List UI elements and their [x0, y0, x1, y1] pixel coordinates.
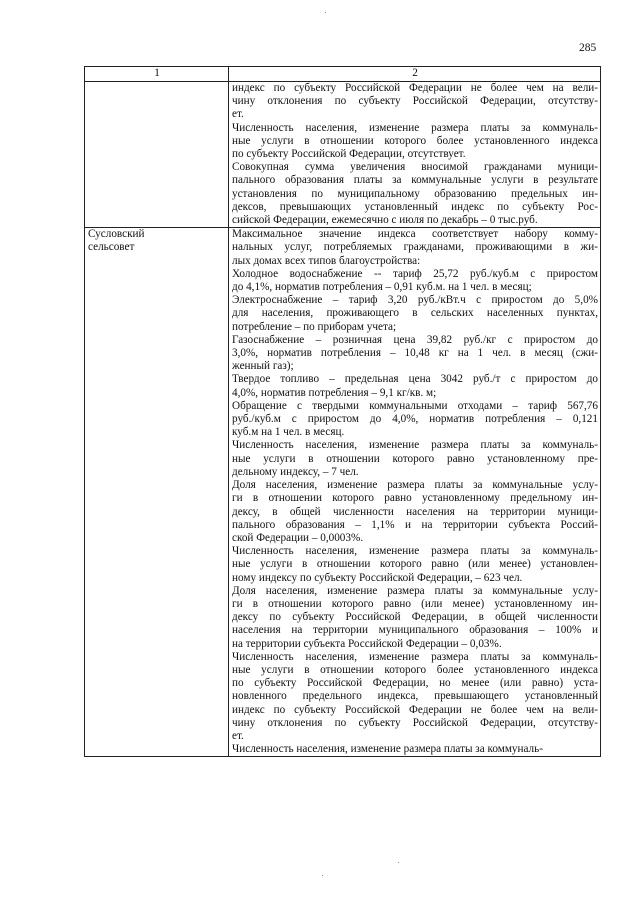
text-line: для населения, проживающего в сельских населенных пунктах, — [232, 307, 598, 320]
text-line: Численность населения, изменение размера платы за коммуналь- — [232, 545, 598, 558]
text-line: 4,0%, норматив потребления – 9,1 кг/кв. м; — [232, 386, 437, 399]
municipality-cell — [85, 82, 229, 228]
text-line: дексу по субъекту Российской Федерации, в общей численности — [232, 611, 598, 624]
paragraph — [232, 82, 598, 122]
municipality-cell — [85, 228, 229, 757]
paragraph — [232, 161, 598, 227]
paragraph — [232, 122, 598, 162]
text-line: Численность населения, изменение размера платы за коммуналь- — [232, 439, 598, 452]
text-line: Холодное водоснабжение -- тариф 25,72 руб./куб.м с приростом — [232, 267, 598, 280]
paragraph — [232, 294, 598, 334]
document-table — [84, 66, 601, 757]
text-line: Максимальное значение индекса соответствует набору комму- — [232, 228, 598, 241]
text-line: пального образования – 1,1% и на территории субъекта Россий- — [232, 518, 598, 531]
text-line: дельному индексу, – 7 чел. — [232, 465, 359, 478]
text-line: Численность населения, изменение размера платы за коммуналь- — [232, 121, 598, 134]
text-line: ет. — [232, 108, 244, 121]
description-cell — [229, 228, 601, 757]
paragraph — [232, 268, 598, 294]
text-line: пального образования платы за коммунальные услуги в результате — [232, 174, 598, 187]
paragraph — [232, 228, 598, 268]
paragraph — [232, 479, 598, 545]
scan-speck — [398, 862, 399, 863]
paragraph — [232, 585, 598, 651]
text-line: ному индексу по субъекту Российской Федерации, – 623 чел. — [232, 571, 523, 584]
column-header-1: 1 — [85, 67, 229, 82]
text-line: ги в отношении которого равно (или менее) установленному ин- — [232, 597, 598, 610]
text-line: по субъекту Российской Федерации, отсутствует. — [232, 148, 466, 161]
text-line: руб./куб.м с приростом до 4,0%, норматив потребления – 0,121 — [232, 413, 598, 426]
text-line: чину отклонения по субъекту Российской Федерации, отсутству- — [232, 716, 598, 729]
municipality-name-line: сельсовет — [88, 241, 135, 254]
table-row — [85, 228, 601, 757]
paragraph — [232, 400, 598, 440]
text-line: ги в отношении которого равно установленному предельному ин- — [232, 492, 598, 505]
text-line: куб.м на 1 чел. в месяц. — [232, 426, 345, 439]
text-line: до 4,1%, норматив потребления – 0,91 куб.м. на 1 чел. в месяц; — [232, 281, 532, 294]
scan-speck — [325, 12, 326, 13]
description-cell — [229, 82, 601, 228]
text-line: сийской Федерации, ежемесячно с июля по декабрь – 0 тыс.руб. — [232, 214, 538, 227]
paragraph — [232, 651, 598, 743]
column-header-2: 2 — [229, 67, 601, 82]
text-line: женный газ); — [232, 360, 294, 373]
text-line: Доля населения, изменение размера платы за коммунальные услу- — [232, 479, 598, 492]
paragraph — [232, 334, 598, 374]
text-line: потребление – по приборам учета; — [232, 320, 397, 333]
text-line: дексу, в общей численности населения на территории муници- — [232, 505, 598, 518]
text-line: ской Федерации – 0,0003%. — [232, 531, 364, 544]
text-line: ные услуги в отношении которого равно (или менее) установлен- — [232, 558, 598, 571]
text-line: установления по муниципальному образованию предельных ин- — [232, 187, 598, 200]
text-line: индекс по субъекту Российской Федерации не более чем на вели- — [232, 703, 598, 716]
text-line: нальных услуг, потребляемых гражданами, проживающими в жи- — [232, 241, 598, 254]
text-line: 3,0%, норматив потребления – 10,48 кг на 1 чел. в месяц (сжи- — [232, 347, 598, 360]
text-line: ные услуги в отношении которого равно установленному пре- — [232, 452, 598, 465]
text-line: лых домах всех типов благоустройства: — [232, 254, 421, 267]
table-row — [85, 82, 601, 228]
text-line: чину отклонения по субъекту Российской Федерации, отсутству- — [232, 95, 598, 108]
paragraph — [232, 743, 598, 756]
text-line: по субъекту Российской Федерации, но менее (или равно) уста- — [232, 677, 598, 690]
text-line: индекс по субъекту Российской Федерации не более чем на вели- — [232, 82, 598, 94]
text-line: Доля населения, изменение размера платы за коммунальные услу- — [232, 584, 598, 597]
text-line: Численность населения, изменение размера платы за коммуналь- — [232, 650, 598, 663]
paragraph — [232, 373, 598, 399]
paragraph — [232, 439, 598, 479]
municipality-name-line: Сусловский — [88, 228, 145, 241]
text-line: ные услуги в отношении которого более установленного индекса — [232, 134, 598, 147]
scan-speck — [322, 875, 323, 876]
page-number: 285 — [579, 42, 597, 54]
text-line: ные услуги в отношении которого более установленного индекса — [232, 663, 598, 676]
text-line: населения на территории муниципального образования – 100% и — [232, 624, 598, 637]
text-line: ет. — [232, 729, 244, 742]
text-line: Совокупная сумма увеличения вносимой гражданами муници- — [232, 161, 598, 174]
text-line: Твердое топливо – предельная цена 3042 руб./т с приростом до — [232, 373, 598, 386]
text-line: новленного предельного индекса, превышающего установленный — [232, 690, 598, 703]
paragraph — [232, 545, 598, 585]
text-line: Электроснабжение – тариф 3,20 руб./кВт.ч с приростом до 5,0% — [232, 294, 598, 307]
text-line: Численность населения, изменение размера платы за коммуналь- — [232, 743, 543, 756]
text-line: на территории субъекта Российской Федерации – 0,03%. — [232, 637, 502, 650]
text-line: дексов, превышающих установленный индекс по субъекту Рос- — [232, 200, 598, 213]
text-line: Газоснабжение – розничная цена 39,82 руб./кг с приростом до — [232, 333, 598, 346]
text-line: Обращение с твердыми коммунальными отходами – тариф 567,76 — [232, 399, 598, 412]
table-header-row — [85, 67, 601, 82]
